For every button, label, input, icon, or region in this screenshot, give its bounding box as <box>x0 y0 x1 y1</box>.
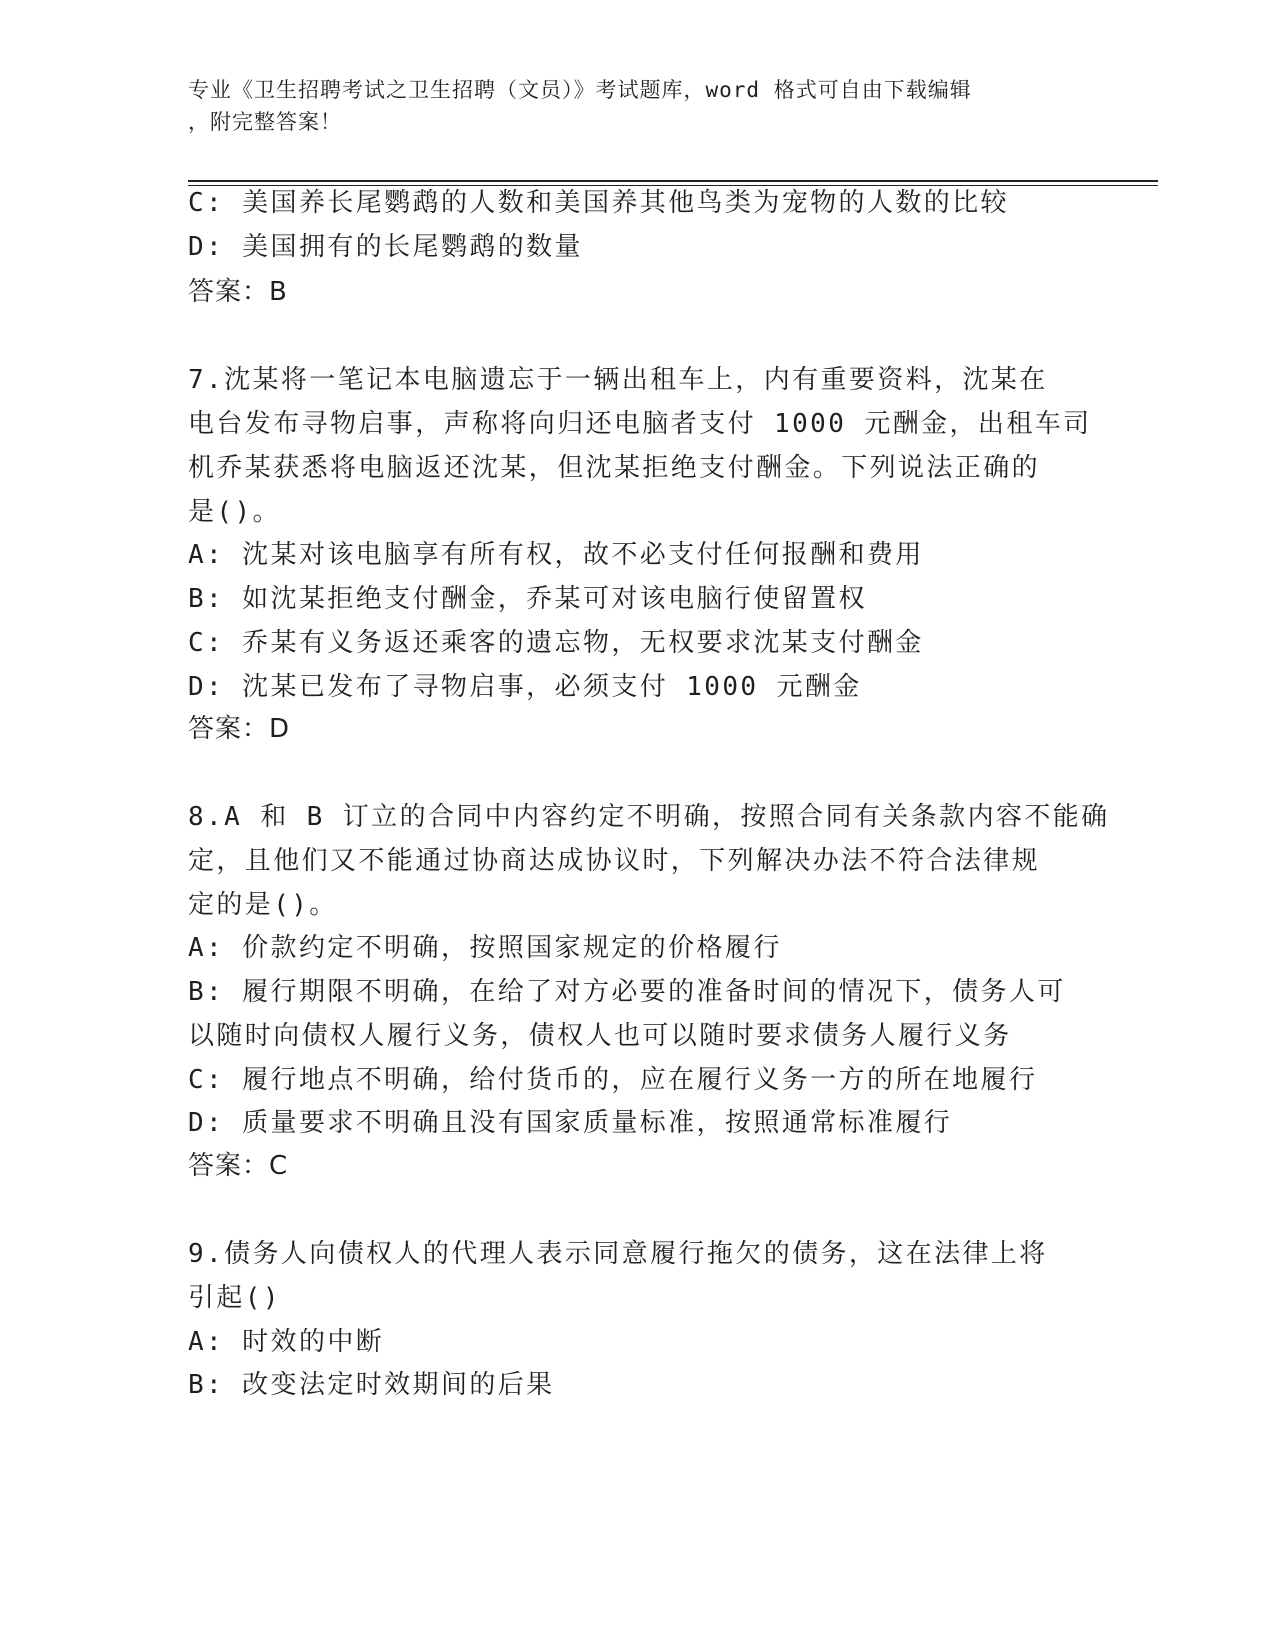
q9-option-a: A: 时效的中断 <box>188 1327 385 1357</box>
q7-stem-line3: 机乔某获悉将电脑返还沈某，但沈某拒绝支付酬金。下列说法正确的 <box>188 453 1041 483</box>
header-text-line1: 专业《卫生招聘考试之卫生招聘（文员）》考试题库，word 格式可自由下载编辑 <box>188 78 972 102</box>
q6-option-d: D: 美国拥有的长尾鹦鹉的数量 <box>188 232 583 262</box>
q9-option-b: B: 改变法定时效期间的后果 <box>188 1370 555 1400</box>
q6-option-c: C: 美国养长尾鹦鹉的人数和美国养其他鸟类为宠物的人数的比较 <box>188 188 1009 218</box>
document-header <box>188 74 1088 138</box>
q8-answer: 答案：C <box>188 1151 289 1181</box>
q9-stem-line1: 9.债务人向债权人的代理人表示同意履行拖欠的债务，这在法律上将 <box>188 1239 1048 1269</box>
q8-stem-line1: 8.A 和 B 订立的合同中内容约定不明确，按照合同有关条款内容不能确 <box>188 802 1110 832</box>
q8-option-b-line1: B: 履行期限不明确，在给了对方必要的准备时间的情况下，债务人可 <box>188 977 1066 1007</box>
q8-option-a: A: 价款约定不明确，按照国家规定的价格履行 <box>188 933 782 963</box>
header-text-line2: ，附完整答案！ <box>188 110 342 134</box>
q8-option-d: D: 质量要求不明确且没有国家质量标准，按照通常标准履行 <box>188 1108 953 1138</box>
q7-stem-line4: 是()。 <box>188 497 281 527</box>
q8-stem-line2: 定，且他们又不能通过协商达成协议时，下列解决办法不符合法律规 <box>188 846 1041 876</box>
q7-option-c: C: 乔某有义务返还乘客的遗忘物，无权要求沈某支付酬金 <box>188 628 924 658</box>
q7-option-b: B: 如沈某拒绝支付酬金，乔某可对该电脑行使留置权 <box>188 584 867 614</box>
q6-answer: 答案：B <box>188 277 288 307</box>
q7-stem-line1: 7.沈某将一笔记本电脑遗忘于一辆出租车上，内有重要资料，沈某在 <box>188 365 1048 395</box>
q7-stem-line2: 电台发布寻物启事，声称将向归还电脑者支付 1000 元酬金，出租车司 <box>188 409 1092 439</box>
q7-option-a: A: 沈某对该电脑享有所有权，故不必支付任何报酬和费用 <box>188 540 924 570</box>
q8-option-b-line2: 以随时向债权人履行义务，债权人也可以随时要求债务人履行义务 <box>188 1021 1012 1051</box>
q8-stem-line3: 定的是()。 <box>188 890 338 920</box>
header-divider-thick <box>188 180 1158 182</box>
q8-option-c: C: 履行地点不明确，给付货币的，应在履行义务一方的所在地履行 <box>188 1065 1038 1095</box>
q7-answer: 答案：D <box>188 714 291 744</box>
q7-option-d: D: 沈某已发布了寻物启事，必须支付 1000 元酬金 <box>188 672 862 702</box>
q9-stem-line2: 引起() <box>188 1283 281 1313</box>
